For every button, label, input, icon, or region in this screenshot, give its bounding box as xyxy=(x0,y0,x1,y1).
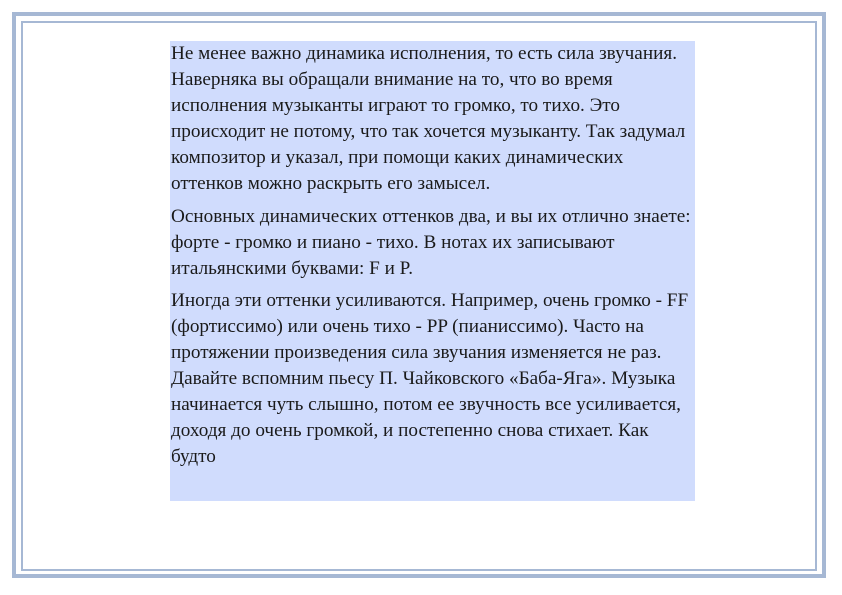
paragraph-fortissimo-pianissimo: Иногда эти оттенки усиливаются. Например, очень громко - FF (фортиссимо) или очень тихо - PP (пианиссимо). Часто на протяжении произведения сила звучания изменяется не раз. Давайте вспомним пьесу П. Чайковского «Баба-Яга». Музыка начинается чуть слышно, потом ее звучность все усиливается, доходя до очень громкой, и постепенно снова стихает. Как будто xyxy=(171,289,689,468)
paragraph-forte-piano: Основных динамических оттенков два, и вы их отлично знаете: форте - громко и пиано - тихо. В нотах их записывают итальянскими буквами: F и P. xyxy=(171,205,691,279)
paragraph-dynamics-intro: Не менее важно динамика исполнения, то есть сила звучания. Наверняка вы обращали внимание на то, что во время исполнения музыканты играют то громко, то тихо. Это происходит не потому, что так хочется музыканту. Так задумал композитор и указал, при помощи каких динамических оттенков можно раскрыть его замысел. xyxy=(171,43,686,195)
text-box xyxy=(170,41,695,501)
